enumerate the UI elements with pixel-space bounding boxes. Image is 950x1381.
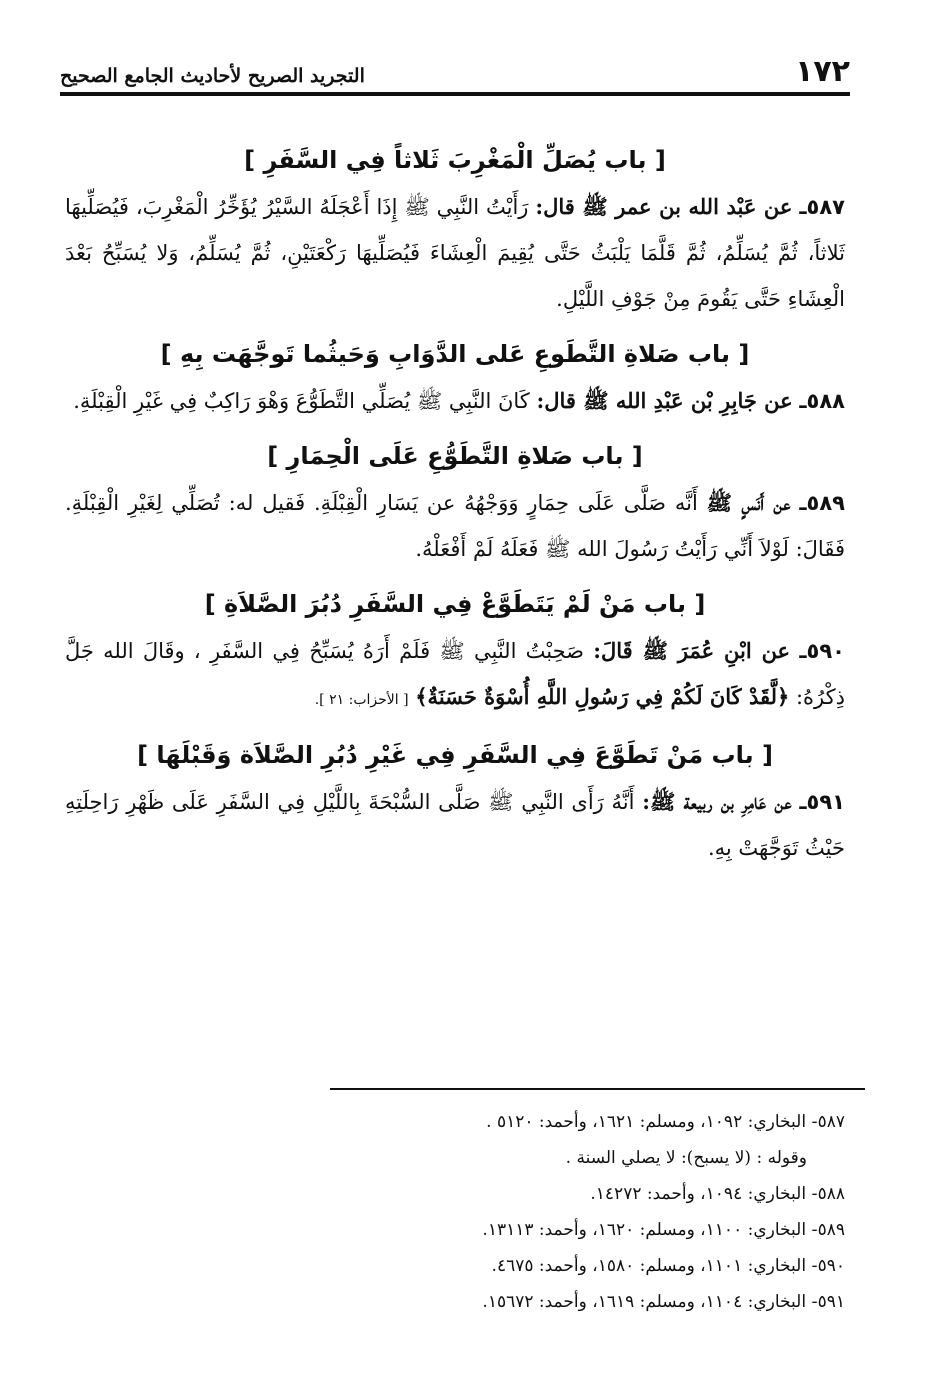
hadith-paragraph — [65, 628, 845, 723]
footnote-number: ٥٩٠- — [811, 1256, 845, 1276]
hadith-paragraph — [65, 480, 845, 572]
hadith-number: ٥٨٨ـ — [799, 389, 845, 413]
footnote-number: ٥٨٨- — [811, 1184, 845, 1204]
hadith-text: كَانَ النَّبِي ﷺ يُصَلِّي التَّطَوُّعَ وَهْوَ رَاكِبٌ فِي غَيْرِ الْقِبْلَةِ. — [73, 389, 530, 413]
footnote-text: وقوله : (لا يسبح): لا يصلي السنة . — [565, 1148, 807, 1168]
footnote-text: البخاري: ١١٠٠، ومسلم: ١٦٢٠، وأحمد: ١٣١١٣. — [482, 1220, 807, 1240]
footnotes — [330, 1104, 845, 1320]
hadith-narrator: عن أَنَسٍ ﷺ — [706, 490, 791, 515]
main-text — [65, 140, 845, 871]
hadith-text: رَأَيْتُ النَّبِي ﷺ إِذَا أَعْجَلَهُ السَّيْرُ يُؤَخِّرُ الْمَغْرِبَ، فَيُصَلِّيهَا ثَلاثاً، ثُمَّ يُسَلِّمُ، ثُمَّ قَلَّمَا يَلْبَثُ حَتَّى يُقِيمَ الْعِشَاءَ فَيُصَلِّيهَا رَكْعَتَيْنِ، ثُمَّ يُسَلِّمُ، وَلا يُسَبِّحُ بَعْدَ الْعِشَاءِ حَتَّى يَقُومَ مِنْ جَوْفِ اللَّيْلِ. — [65, 195, 846, 311]
footnote-rule — [330, 1088, 865, 1090]
footnote-text: البخاري: ١١٠٤، ومسلم: ١٦١٩، وأحمد: ١٥٦٧٢. — [482, 1292, 807, 1312]
footnote-text: البخاري: ١١٠١، ومسلم: ١٥٨٠، وأحمد: ٤٦٧٥. — [491, 1256, 807, 1276]
footnote — [330, 1176, 845, 1212]
footnote-number: ٥٩١- — [811, 1292, 845, 1312]
footnote — [330, 1284, 845, 1320]
footnote-number: ٥٨٩- — [811, 1220, 845, 1240]
hadith-paragraph — [65, 779, 845, 871]
hadith-number: ٥٨٩ـ — [799, 491, 845, 515]
hadith-paragraph — [65, 184, 845, 322]
page-number: ١٧٢ — [795, 54, 850, 89]
hadith-text: أَنَّه صَلَّى عَلَى حِمَارٍ وَوَجْهُهُ عن يَسَارِ الْقِبْلَةِ. فَقيل له: تُصَلِّي لِغَيْرِ الْقِبْلَةِ. فَقَالَ: لَوْلاَ أَنِّي رَأَيْتُ رَسُولَ الله ﷺ فَعَلَهُ لَمْ أَفْعَلْهُ. — [65, 491, 845, 561]
footnote — [330, 1104, 845, 1140]
running-header — [60, 50, 850, 90]
chapter-heading: [ باب مَنْ لَمْ يَتَطَوَّعْ فِي السَّفَرِ دُبُرَ الصَّلاَةِ ] — [204, 590, 706, 618]
footnote-number: ٥٨٧- — [811, 1112, 845, 1132]
hadith-narrator: عن ابْنِ عُمَرَ ﷺ قَالَ: — [593, 638, 791, 663]
chapter-heading: [ باب يُصَلِّ الْمَغْرِبَ ثَلاثاً فِي السَّفَرِ ] — [244, 146, 666, 174]
footnote-text: البخاري: ١٠٩٤، وأحمد: ١٤٢٧٢. — [590, 1184, 807, 1204]
footnote — [330, 1212, 845, 1248]
book-title: التجريد الصريح لأحاديث الجامع الصحيح — [60, 65, 365, 87]
footnote — [330, 1248, 845, 1284]
quran-reference: [ الأحزاب: ٢١ ]. — [314, 692, 409, 708]
hadith-narrator: عن عَبْد الله بن عمر ﷺ قال: — [535, 194, 793, 219]
hadith-paragraph — [65, 378, 845, 424]
hadith-number: ٥٩٠ـ — [799, 639, 845, 663]
chapter-heading: [ باب مَنْ تَطَوَّعَ فِي السَّفَرِ فِي غَيْرِ دُبُرِ الصَّلاَة وَقَبْلَهَا ] — [137, 741, 773, 769]
hadith-narrator: عن جَابِرِ بْن عَبْدِ الله ﷺ قال: — [536, 388, 793, 413]
header-rule — [60, 92, 850, 96]
hadith-text: صَحِبْتُ النَّبِي ﷺ فَلَمْ أَرَهُ يُسَبِّحُ فِي السَّفَرِ ، وقَالَ الله جَلَّ ذِكْرُهُ: — [65, 639, 845, 709]
hadith-number: ٥٨٧ـ — [799, 195, 845, 219]
chapter-heading: [ باب صَلاةِ التَّطَوُّعِ عَلَى الْحِمَارِ ] — [267, 442, 643, 470]
hadith-narrator: عن عَامِرِ بن ربيعة ﷺ: — [642, 789, 792, 814]
hadith-text: أَنَّهُ رَأَى النَّبِي ﷺ صَلَّى السُّبْحَةَ بِاللَّيْلِ فِي السَّفَرِ عَلَى ظَهْرِ رَاحِلَتِهِ حَيْثُ تَوَجَّهَتْ بِهِ. — [65, 790, 845, 860]
chapter-heading: [ باب صَلاةِ التَّطَوعِ عَلى الدَّوَابِ وَحَيثُما تَوجَّهَت بِهِ ] — [160, 340, 750, 368]
footnote — [330, 1140, 845, 1176]
footnote-text: البخاري: ١٠٩٢، ومسلم: ١٦٢١، وأحمد: ٥١٢٠ . — [486, 1112, 807, 1132]
quran-quote: ﴿لَّقَدْ كَانَ لَكُمْ فِي رَسُولِ اللَّهِ أُسْوَةٌ حَسَنَةٌ﴾ — [415, 684, 790, 709]
hadith-number: ٥٩١ـ — [799, 790, 845, 814]
